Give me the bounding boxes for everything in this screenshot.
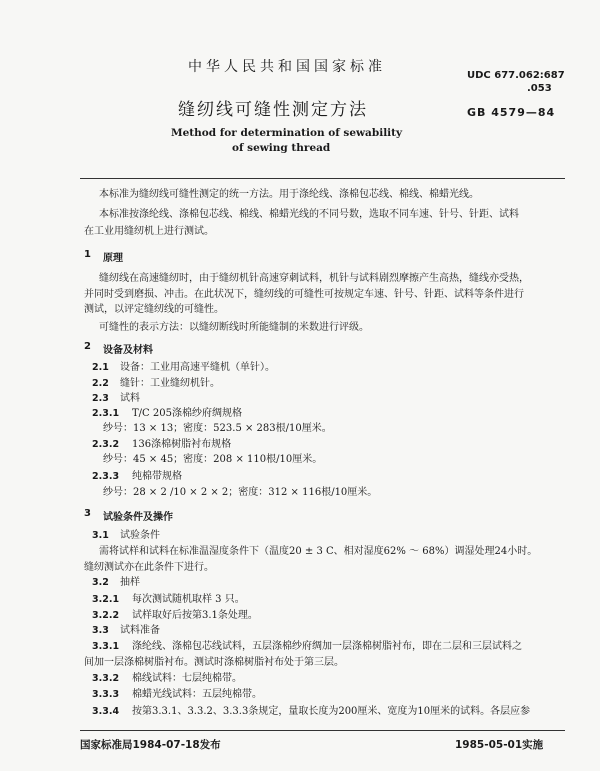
issuing-organization: 中华人民共和国国家标准 — [188, 59, 386, 75]
clause-2-3-1-text: T/C 205涤棉纱府绸规格 — [132, 408, 242, 419]
clause-3-2-2-number: 3.2.2 — [92, 610, 120, 621]
section-2-title: 设备及材料 — [103, 345, 153, 356]
udc-code-suffix: .053 — [527, 83, 552, 94]
clause-2-2-text: 缝针：工业缝纫机针。 — [120, 378, 220, 389]
clause-2-3-1-number: 2.3.1 — [92, 408, 120, 419]
intro-paragraph-2a: 本标准按涤纶线、涤棉包芯线、棉线、棉蜡光线的不同号数，选取不同车速、针号、针距、试料 — [99, 209, 519, 220]
title-chinese: 缝纫线可缝性测定方法 — [178, 100, 368, 120]
clause-3-3-4-number: 3.3.4 — [92, 706, 120, 717]
clause-2-2-number: 2.2 — [92, 378, 109, 389]
header-divider — [80, 178, 565, 179]
section-1-paragraph-b: 并同时受到磨损、冲击。在此状况下，缝纫线的可缝性可按规定车速、针号、针距、试料等条件进行 — [84, 289, 524, 300]
clause-2-3-2-spec: 纱号：45 × 45；密度：208 × 110根/10厘米。 — [103, 454, 323, 465]
clause-3-3-1-text-b: 间加一层涤棉树脂衬布。测试时涤棉树脂衬布处于第三层。 — [84, 657, 344, 668]
clause-2-1-number: 2.1 — [92, 362, 109, 373]
clause-2-3-3-text: 纯棉带规格 — [132, 471, 182, 482]
section-1-paragraph-a: 缝纫线在高速缝纫时，由于缝纫机针高速穿刺试料，机针与试料剧烈摩擦产生高热，缝线亦受热， — [99, 273, 529, 284]
clause-2-3-2-text: 136涤棉树脂衬布规格 — [132, 439, 232, 450]
clause-2-3-1-spec: 纱号：13 × 13；密度：523.5 × 283根/10厘米。 — [103, 423, 332, 434]
gb-number: GB 4579—84 — [467, 106, 556, 119]
section-2-number: 2 — [84, 341, 91, 352]
issue-date: 国家标准局1984-07-18发布 — [80, 739, 221, 751]
clause-2-3-3-spec: 纱号：28 × 2 /10 × 2 × 2；密度：312 × 116根/10厘米。 — [103, 487, 378, 498]
clause-3-1-text: 试验条件 — [120, 530, 160, 541]
clause-3-2-2-text: 试样取好后按第3.1条处理。 — [132, 610, 258, 621]
udc-code: UDC 677.062:687 — [467, 70, 565, 81]
clause-2-1-text: 设备：工业用高速平缝机（单针）。 — [120, 362, 275, 373]
clause-3-1-number: 3.1 — [92, 530, 109, 541]
intro-paragraph-1: 本标准为缝纫线可缝性测定的统一方法。用于涤纶线、涤棉包芯线、棉线、棉蜡光线。 — [99, 189, 479, 200]
footer-divider — [80, 730, 565, 731]
clause-3-3-3-text: 棉蜡光线试料：五层纯棉带。 — [132, 689, 262, 700]
intro-paragraph-2b: 在工业用缝纫机上进行测试。 — [84, 226, 214, 237]
clause-3-3-1-number: 3.3.1 — [92, 641, 120, 652]
clause-3-3-number: 3.3 — [92, 625, 109, 636]
clause-3-1-paragraph-b: 缝纫测试亦在此条件下进行。 — [84, 562, 214, 573]
section-1-paragraph-2: 可缝性的表示方法：以缝纫断线时所能缝制的米数进行评级。 — [99, 322, 369, 333]
clause-3-3-3-number: 3.3.3 — [92, 689, 120, 700]
title-english-line2: of sewing thread — [232, 142, 331, 154]
clause-3-2-text: 抽样 — [120, 577, 140, 588]
clause-3-2-1-number: 3.2.1 — [92, 594, 120, 605]
section-1-paragraph-c: 测试，以评定缝纫线的可缝性。 — [84, 304, 224, 315]
section-3-title: 试验条件及操作 — [103, 512, 173, 523]
clause-3-3-4-text: 按第3.3.1、3.3.2、3.3.3条规定，量取长度为200厘米、宽度为10厘米的试料。各层应参 — [132, 706, 531, 717]
clause-3-3-2-number: 3.3.2 — [92, 673, 120, 684]
clause-3-3-1-text-a: 涤纶线、涤棉包芯线试料，五层涤棉纱府绸加一层涤棉树脂衬布，即在二层和三层试料之 — [132, 641, 522, 652]
clause-2-3-text: 试料 — [120, 393, 140, 404]
clause-2-3-2-number: 2.3.2 — [92, 439, 120, 450]
clause-2-3-number: 2.3 — [92, 393, 109, 404]
section-1-title: 原理 — [103, 253, 123, 264]
clause-3-2-number: 3.2 — [92, 577, 109, 588]
clause-3-3-2-text: 棉线试料：七层纯棉带。 — [132, 673, 242, 684]
clause-3-1-paragraph-a: 需将试样和试料在标准温湿度条件下（温度20 ± 3 C、相对湿度62% ～ 68%）调湿处理24小时。 — [99, 546, 538, 557]
clause-3-2-1-text: 每次测试随机取样 3 只。 — [132, 594, 245, 605]
title-english-line1: Method for determination of sewability — [171, 127, 403, 139]
section-1-number: 1 — [84, 249, 91, 260]
effective-date: 1985-05-01实施 — [455, 739, 544, 751]
clause-3-3-text: 试料准备 — [120, 625, 160, 636]
section-3-number: 3 — [84, 508, 91, 519]
clause-2-3-3-number: 2.3.3 — [92, 471, 120, 482]
